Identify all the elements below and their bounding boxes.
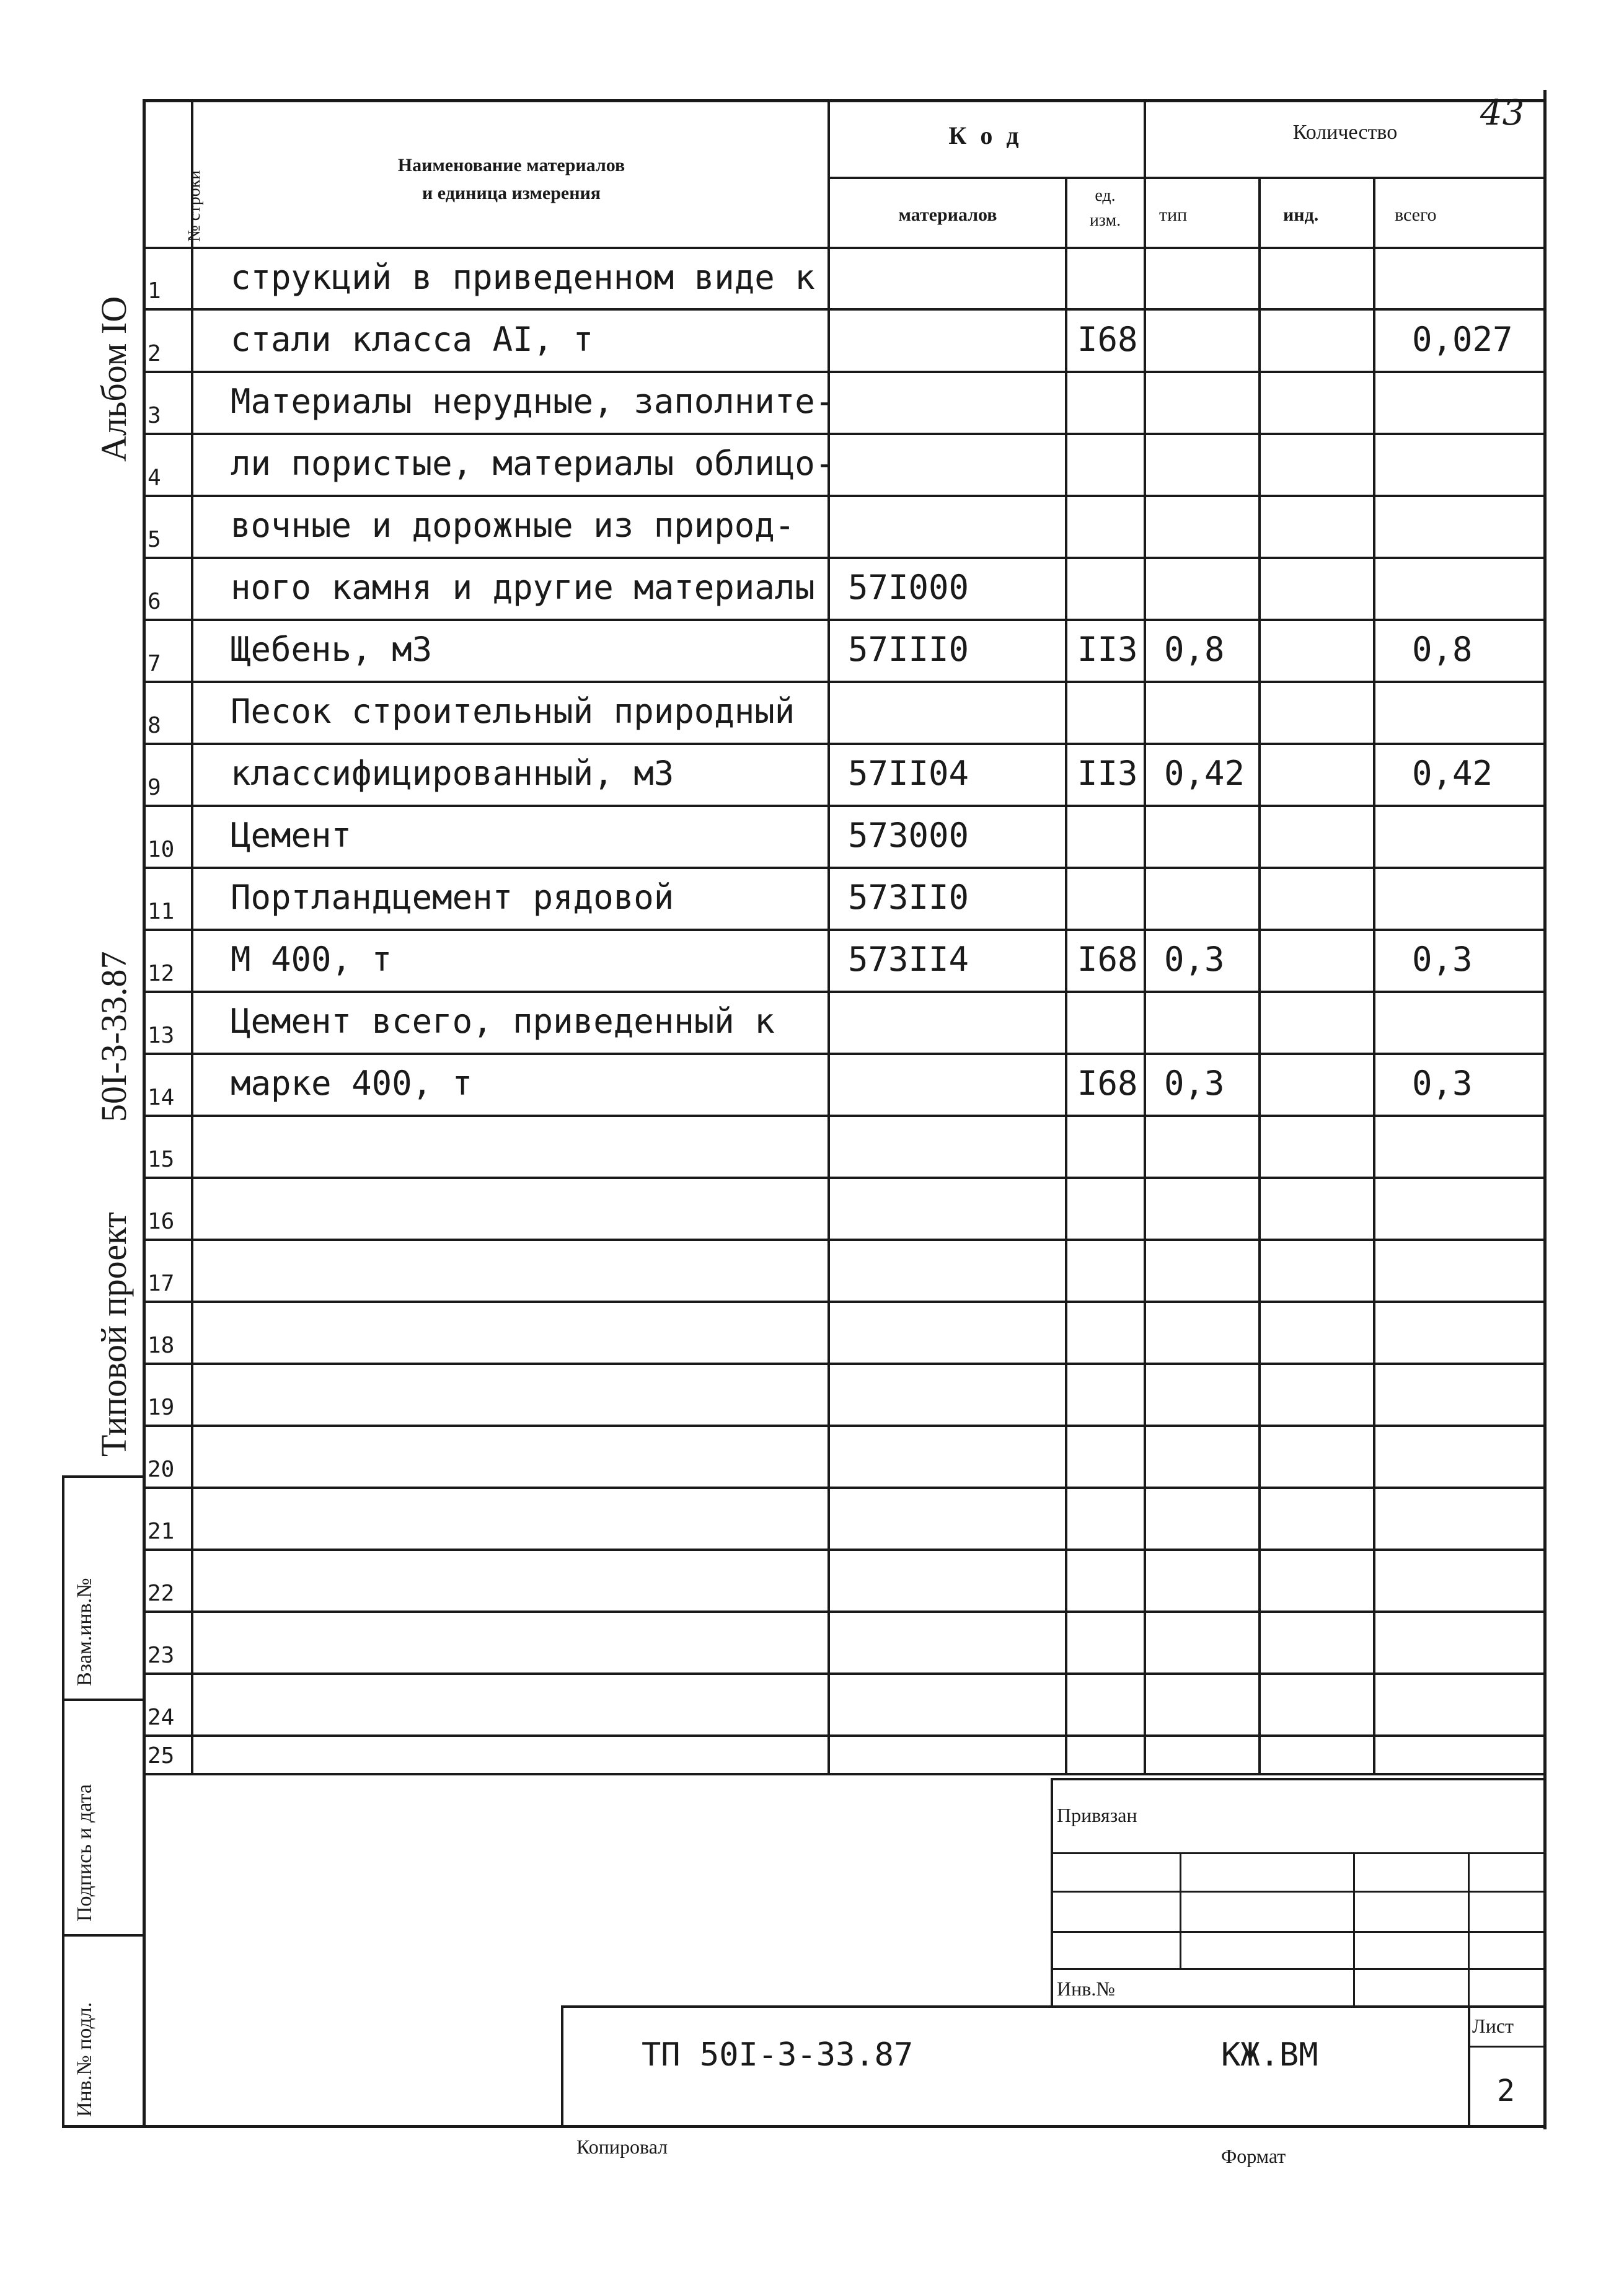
row-number: 9 — [148, 775, 161, 800]
page-number: 43 — [1480, 93, 1525, 133]
row-number: 4 — [148, 465, 161, 490]
side-album-label: Альбом IO — [94, 296, 134, 462]
row-divider — [143, 991, 1545, 993]
row-divider — [143, 619, 1545, 621]
stamp-line-3 — [1051, 1931, 1545, 1933]
sheet-box-left — [1468, 2005, 1470, 2126]
material-name: Материалы нерудные, заполните- — [231, 382, 836, 421]
stamp-line-4 — [1051, 1968, 1545, 1970]
quantity-type: 0,3 — [1164, 940, 1225, 979]
material-name: стали класса AI, т — [231, 320, 594, 359]
row-divider — [143, 1773, 1545, 1775]
row-number: 5 — [148, 527, 161, 552]
col-line-material — [1065, 177, 1067, 1773]
material-name: Песок строительный природный — [231, 692, 795, 731]
material-name: М 400, т — [231, 940, 392, 979]
stamp-col-3 — [1468, 1852, 1470, 2007]
side-inv-replaced: Взам.инв.№ — [73, 1578, 96, 1686]
row-divider — [143, 805, 1545, 807]
row-number: 10 — [148, 837, 175, 862]
col-line-unit — [1144, 99, 1146, 1773]
row-number: 22 — [148, 1581, 175, 1606]
row-divider — [143, 1239, 1545, 1241]
row-divider — [143, 557, 1545, 559]
quantity-total: 0,3 — [1412, 940, 1473, 979]
row-divider — [143, 1487, 1545, 1489]
row-number: 12 — [148, 961, 175, 986]
row-number: 19 — [148, 1395, 175, 1420]
row-number: 23 — [148, 1643, 175, 1668]
header-total: всего — [1395, 205, 1437, 225]
material-name: вочные и дорожные из природ- — [231, 506, 795, 545]
row-number: 25 — [148, 1743, 175, 1769]
material-name: Цемент — [231, 816, 352, 855]
sheet-number: 2 — [1497, 2074, 1515, 2108]
material-code: 57I000 — [848, 568, 969, 607]
material-name: ли пористые, материалы облицо- — [231, 444, 836, 483]
row-divider — [143, 743, 1545, 745]
row-number: 6 — [148, 589, 161, 614]
stamp-inv-label: Инв.№ — [1057, 1977, 1115, 2000]
quantity-total: 0,3 — [1412, 1064, 1473, 1103]
row-divider — [143, 1425, 1545, 1427]
row-number: 8 — [148, 713, 161, 738]
header-row-no: № строки — [185, 170, 204, 242]
header-quantity: Количество — [1292, 121, 1398, 144]
side-strip-div1 — [62, 1699, 144, 1701]
stamp-left-line — [1051, 1778, 1053, 2007]
row-number: 16 — [148, 1209, 175, 1234]
side-signature-date: Подпись и дата — [73, 1784, 96, 1922]
frame-right — [1543, 90, 1547, 2129]
unit-code: II3 — [1077, 630, 1138, 669]
row-number: 7 — [148, 651, 161, 676]
unit-code: I68 — [1077, 1064, 1138, 1103]
row-number: 21 — [148, 1519, 175, 1544]
col-line-name — [827, 99, 830, 1773]
row-divider — [143, 1301, 1545, 1303]
main-stamp-top — [561, 2005, 1545, 2008]
header-unit-2: изм. — [1089, 211, 1121, 230]
row-divider — [143, 929, 1545, 931]
material-code: 57II04 — [848, 754, 969, 793]
row-divider — [143, 867, 1545, 869]
material-code: 573000 — [848, 816, 969, 855]
main-stamp-left — [561, 2005, 563, 2126]
side-project-code: 50I-3-33.87 — [94, 951, 134, 1122]
row-divider — [143, 1053, 1545, 1055]
header-name-line2: и единица измерения — [422, 183, 601, 203]
quantity-total: 0,42 — [1412, 754, 1493, 793]
sheet-label: Лист — [1472, 2015, 1514, 2037]
material-name: ного камня и другие материалы — [231, 568, 815, 607]
unit-code: II3 — [1077, 754, 1138, 793]
quantity-total: 0,8 — [1412, 630, 1473, 669]
material-code: 57III0 — [848, 630, 969, 669]
row-divider — [143, 1611, 1545, 1613]
row-divider — [143, 681, 1545, 683]
quantity-total: 0,027 — [1412, 320, 1513, 359]
row-number: 11 — [148, 899, 175, 924]
row-divider — [143, 1734, 1545, 1737]
row-number: 20 — [148, 1457, 175, 1482]
row-divider — [143, 371, 1545, 373]
row-number: 2 — [148, 341, 161, 366]
sheet-box-divider — [1468, 2046, 1545, 2048]
row-number: 14 — [148, 1085, 175, 1110]
material-code: 573II4 — [848, 940, 969, 979]
col-line-rowno — [191, 99, 193, 1773]
side-strip-top — [62, 1475, 144, 1478]
row-divider — [143, 1115, 1545, 1117]
row-number: 13 — [148, 1023, 175, 1048]
doc-mark: КЖ.ВМ — [1221, 2036, 1318, 2074]
footer-format: Формат — [1221, 2145, 1286, 2167]
quantity-type: 0,3 — [1164, 1064, 1225, 1103]
row-number: 1 — [148, 278, 161, 304]
quantity-type: 0,8 — [1164, 630, 1225, 669]
stamp-col-2 — [1353, 1852, 1355, 2007]
frame-bottom — [62, 2125, 1545, 2128]
stamp-bound-label: Привязан — [1057, 1804, 1137, 1826]
row-divider — [143, 1177, 1545, 1179]
side-project-type: Типовой проект — [94, 1212, 134, 1457]
material-name: Цемент всего, приведенный к — [231, 1002, 775, 1041]
row-divider — [143, 1549, 1545, 1551]
stamp-top-line — [1051, 1778, 1545, 1780]
header-subline — [827, 177, 1545, 179]
col-line-ind — [1373, 177, 1375, 1773]
stamp-line-1 — [1051, 1852, 1545, 1854]
material-name: классифицированный, м3 — [231, 754, 674, 793]
material-code: 573II0 — [848, 878, 969, 917]
header-bottom — [143, 247, 1545, 249]
header-name-line1: Наименование материалов — [397, 155, 625, 175]
row-divider — [143, 433, 1545, 435]
material-name: Портландцемент рядовой — [231, 878, 674, 917]
frame-top — [143, 99, 1545, 102]
unit-code: I68 — [1077, 940, 1138, 979]
row-divider — [143, 1672, 1545, 1675]
row-number: 3 — [148, 403, 161, 428]
row-divider — [143, 308, 1545, 311]
side-inv-original: Инв.№ подл. — [73, 2002, 96, 2117]
side-strip-line — [62, 1475, 64, 2126]
header-code: К о д — [948, 122, 1023, 149]
header-unit-1: ед. — [1095, 186, 1116, 205]
frame-left-outer — [143, 99, 146, 2126]
row-divider — [143, 495, 1545, 497]
row-number: 24 — [148, 1705, 175, 1730]
quantity-type: 0,42 — [1164, 754, 1245, 793]
col-line-type — [1258, 177, 1261, 1773]
row-number: 15 — [148, 1147, 175, 1172]
material-name: струкций в приведенном виде к — [231, 258, 815, 297]
side-strip-div2 — [62, 1934, 144, 1937]
header-material: материалов — [898, 205, 997, 225]
row-number: 17 — [148, 1271, 175, 1296]
doc-code: ТП 50I-3-33.87 — [642, 2036, 914, 2074]
header-ind: инд. — [1283, 205, 1319, 225]
unit-code: I68 — [1077, 320, 1138, 359]
stamp-col-1 — [1180, 1852, 1181, 1968]
header-type: тип — [1159, 205, 1188, 225]
footer-copied: Копировал — [576, 2136, 668, 2158]
row-number: 18 — [148, 1333, 175, 1358]
row-divider — [143, 1363, 1545, 1365]
stamp-line-2 — [1051, 1891, 1545, 1893]
material-name: Щебень, м3 — [231, 630, 433, 669]
material-name: марке 400, т — [231, 1064, 473, 1103]
